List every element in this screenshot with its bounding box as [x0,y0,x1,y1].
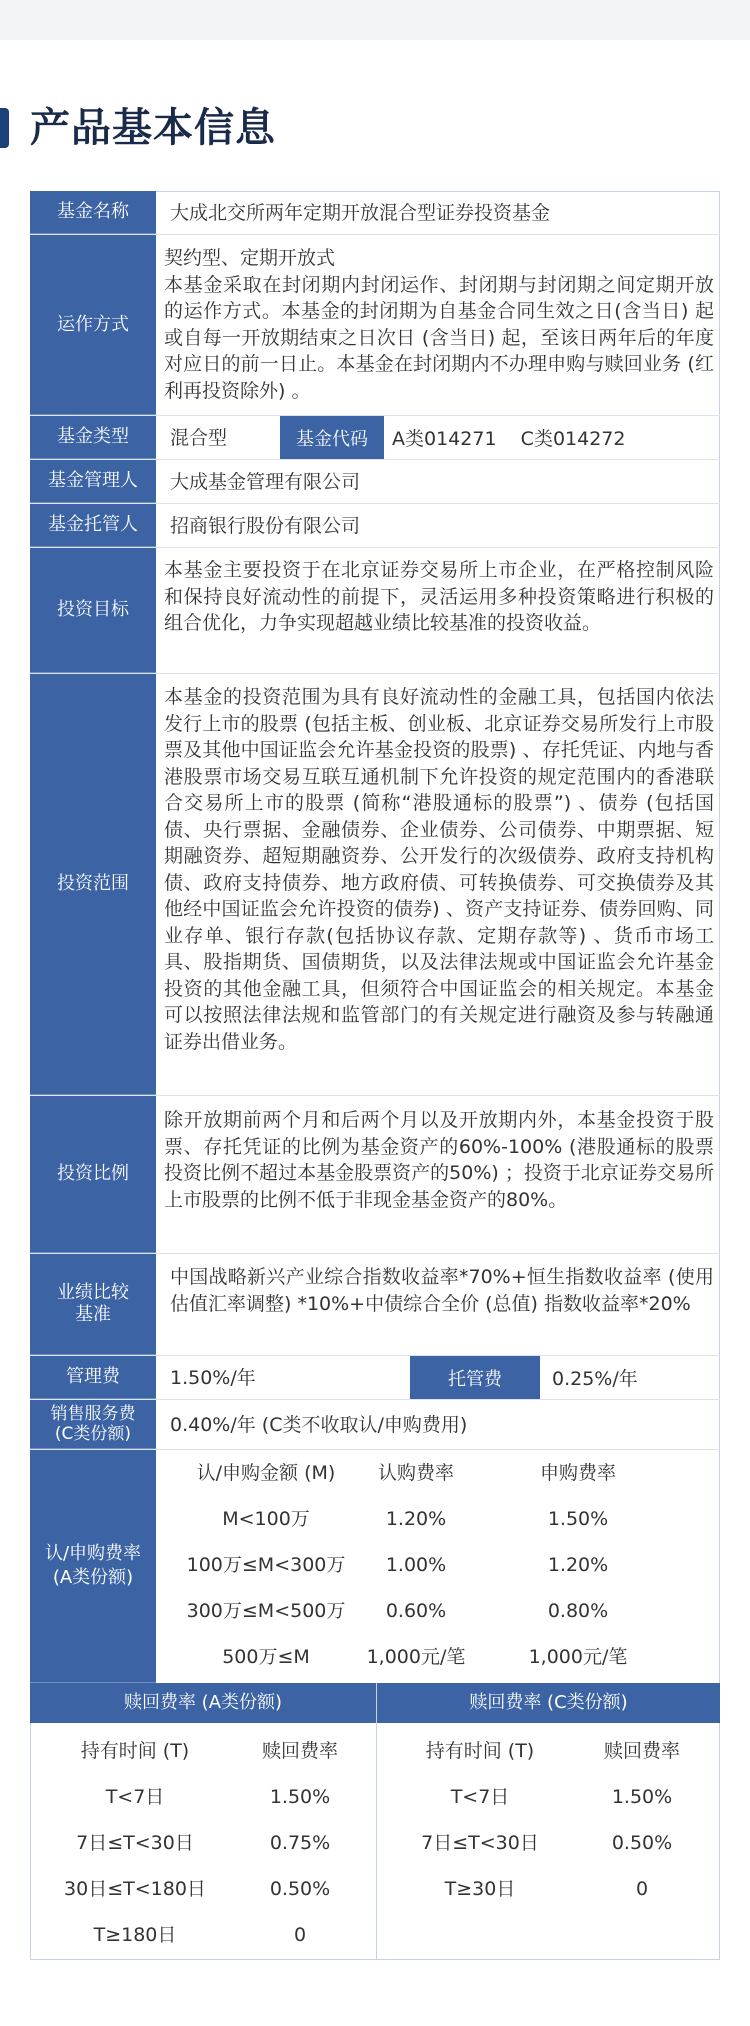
red-c-header-time: 持有时间 (T) [425,1740,535,1762]
section-accent-bar [0,108,9,148]
subscription-table [156,1450,720,1683]
top-band [0,0,750,40]
value-operation: 契约型、定期开放式 本基金采取在封闭期内封闭运作、封闭期与封闭期之间定期开放的运作方式。本基金的封闭期为自基金合同生效之日(含当日) 起或自每一开放期结束之日次日 (含当日) 起，至该日两年后的年度对应日的前一日止。本基金在封闭期内不办理申购与赎回业务 (红利再投资除外) 。 [164,247,714,402]
row-benchmark [30,1254,720,1356]
row-sales-fee [30,1400,720,1450]
label-cust-fee: 托管费 [410,1356,540,1399]
sub-row-1-purchase: 1.50% [547,1508,609,1530]
label-subscription: 认/申购费率 (A类份额) [30,1450,156,1683]
label-scope: 投资范围 [30,674,156,1095]
redemption-a-title: 赎回费率 (A类份额) [30,1683,376,1723]
row-operation [30,235,720,416]
sub-row-2-subscribe: 1.00% [385,1554,447,1576]
value-benchmark: 中国战略新兴产业综合指数收益率*70%+恒生指数收益率 (使用估值汇率调整) *10%+中债综合全价 (总值) 指数收益率*20% [170,1266,714,1315]
label-ratio: 投资比例 [30,1096,156,1253]
sub-row-1-subscribe: 1.20% [385,1508,447,1530]
red-a-row-2-time: 7日≤T<30日 [76,1832,194,1854]
row-manager [30,460,720,504]
red-c-row-2-time: 7日≤T<30日 [421,1832,539,1854]
red-a-row-4-time: T≥180日 [93,1924,177,1946]
row-fund-type [30,416,720,460]
sub-row-4-amount: 500万≤M [222,1646,310,1668]
label-operation: 运作方式 [30,235,156,415]
label-objective: 投资目标 [30,548,156,673]
redemption-divider [376,1683,377,1960]
value-fund-code: A类014271 C类014272 [392,428,626,450]
value-sales-fee: 0.40%/年 (C类不收取认/申购费用) [170,1413,468,1436]
red-a-row-3-time: 30日≤T<180日 [64,1878,206,1900]
label-mgmt-fee: 管理费 [30,1356,156,1399]
red-c-header-rate: 赎回费率 [603,1740,680,1762]
sub-header-subscribe: 认购费率 [377,1462,454,1484]
sub-row-2-purchase: 1.20% [547,1554,609,1576]
value-fund-type: 混合型 [170,426,228,449]
value-scope: 本基金的投资范围为具有良好流动性的金融工具，包括国内依法发行上市的股票 (包括主板、创业板、北京证券交易所发行上市股票及其他中国证监会允许基金投资的股票) 、存托凭证、内地与香港股票市场交易互联互通机制下允许投资的规定范围内的香港联合交易所上市的股票 (简称“港股通标的股票”) 、债券 (包括国债、央行票据、金融债券、企业债券、公司债券、中期票据、短期融资券、超短期融资券、公开发行的次级债券、政府支持机构债、政府支持债券、地方政府债、可转换债券、可交换债券及其他经中国证监会允许投资的债券) 、资产支持证券、债券回购、同业存单、银行存款(包括协议存款、定期存款等) 、货币市场工具、股指期货、国债期货，以及法律法规或中国证监会允许基金投资的其他金融工具，但须符合中国证监会的相关规定。本基金可以按照法律法规和监管部门的有关规定进行融资及参与转融通证券出借业务。 [164,686,714,1053]
red-a-row-1-rate: 1.50% [269,1786,331,1808]
value-cust-fee: 0.25%/年 [552,1368,638,1390]
red-a-row-2-rate: 0.75% [269,1832,331,1854]
row-fund-name [30,191,720,235]
red-c-row-1-rate: 1.50% [611,1786,673,1808]
red-a-row-3-rate: 0.50% [269,1878,331,1900]
red-c-row-2-rate: 0.50% [611,1832,673,1854]
label-custodian: 基金托管人 [30,504,156,547]
label-benchmark: 业绩比较 基准 [30,1254,156,1355]
red-a-header-rate: 赎回费率 [261,1740,338,1762]
label-fund-code: 基金代码 [280,416,384,459]
sub-row-1-amount: M<100万 [222,1508,310,1530]
label-fund-name: 基金名称 [30,191,156,234]
sub-row-3-purchase: 0.80% [547,1600,609,1622]
label-sales-fee: 销售服务费 (C类份额) [30,1400,156,1449]
value-manager: 大成基金管理有限公司 [170,470,361,493]
value-mgmt-fee: 1.50%/年 [170,1366,256,1389]
red-c-row-1-time: T<7日 [450,1786,510,1808]
row-scope [30,674,720,1096]
section-title: 产品基本信息 [30,105,276,151]
value-ratio: 除开放期前两个月和后两个月以及开放期内外，本基金投资于股票、存托凭证的比例为基金资产的60%-100% (港股通标的股票投资比例不超过本基金股票资产的50%) ；投资于北京证券交易所上市股票的比例不低于非现金基金资产的80%。 [164,1109,714,1211]
row-fees [30,1356,720,1400]
label-fund-type: 基金类型 [30,416,156,459]
red-a-row-1-time: T<7日 [105,1786,165,1808]
red-c-row-3-time: T≥30日 [444,1878,516,1900]
value-fund-name: 大成北交所两年定期开放混合型证券投资基金 [170,201,551,224]
sub-header-amount: 认/申购金额 (M) [196,1462,336,1484]
row-ratio [30,1096,720,1254]
sub-row-4-purchase: 1,000元/笔 [528,1646,628,1668]
red-a-row-4-rate: 0 [293,1924,307,1946]
row-objective [30,548,720,674]
red-c-row-3-rate: 0 [635,1878,649,1900]
value-objective: 本基金主要投资于在北京证券交易所上市企业，在严格控制风险和保持良好流动性的前提下，灵活运用多种投资策略进行积极的组合优化，力争实现超越业绩比较基准的投资收益。 [164,559,714,634]
redemption-c-title: 赎回费率 (C类份额) [377,1683,720,1723]
row-custodian [30,504,720,548]
sub-header-purchase: 申购费率 [539,1462,616,1484]
label-manager: 基金管理人 [30,460,156,503]
sub-row-3-amount: 300万≤M<500万 [186,1600,346,1622]
row-subscription [30,1450,720,1683]
sub-row-4-subscribe: 1,000元/笔 [366,1646,466,1668]
sub-row-2-amount: 100万≤M<300万 [186,1554,346,1576]
value-custodian: 招商银行股份有限公司 [170,514,361,537]
sub-row-3-subscribe: 0.60% [385,1600,447,1622]
red-a-header-time: 持有时间 (T) [80,1740,190,1762]
